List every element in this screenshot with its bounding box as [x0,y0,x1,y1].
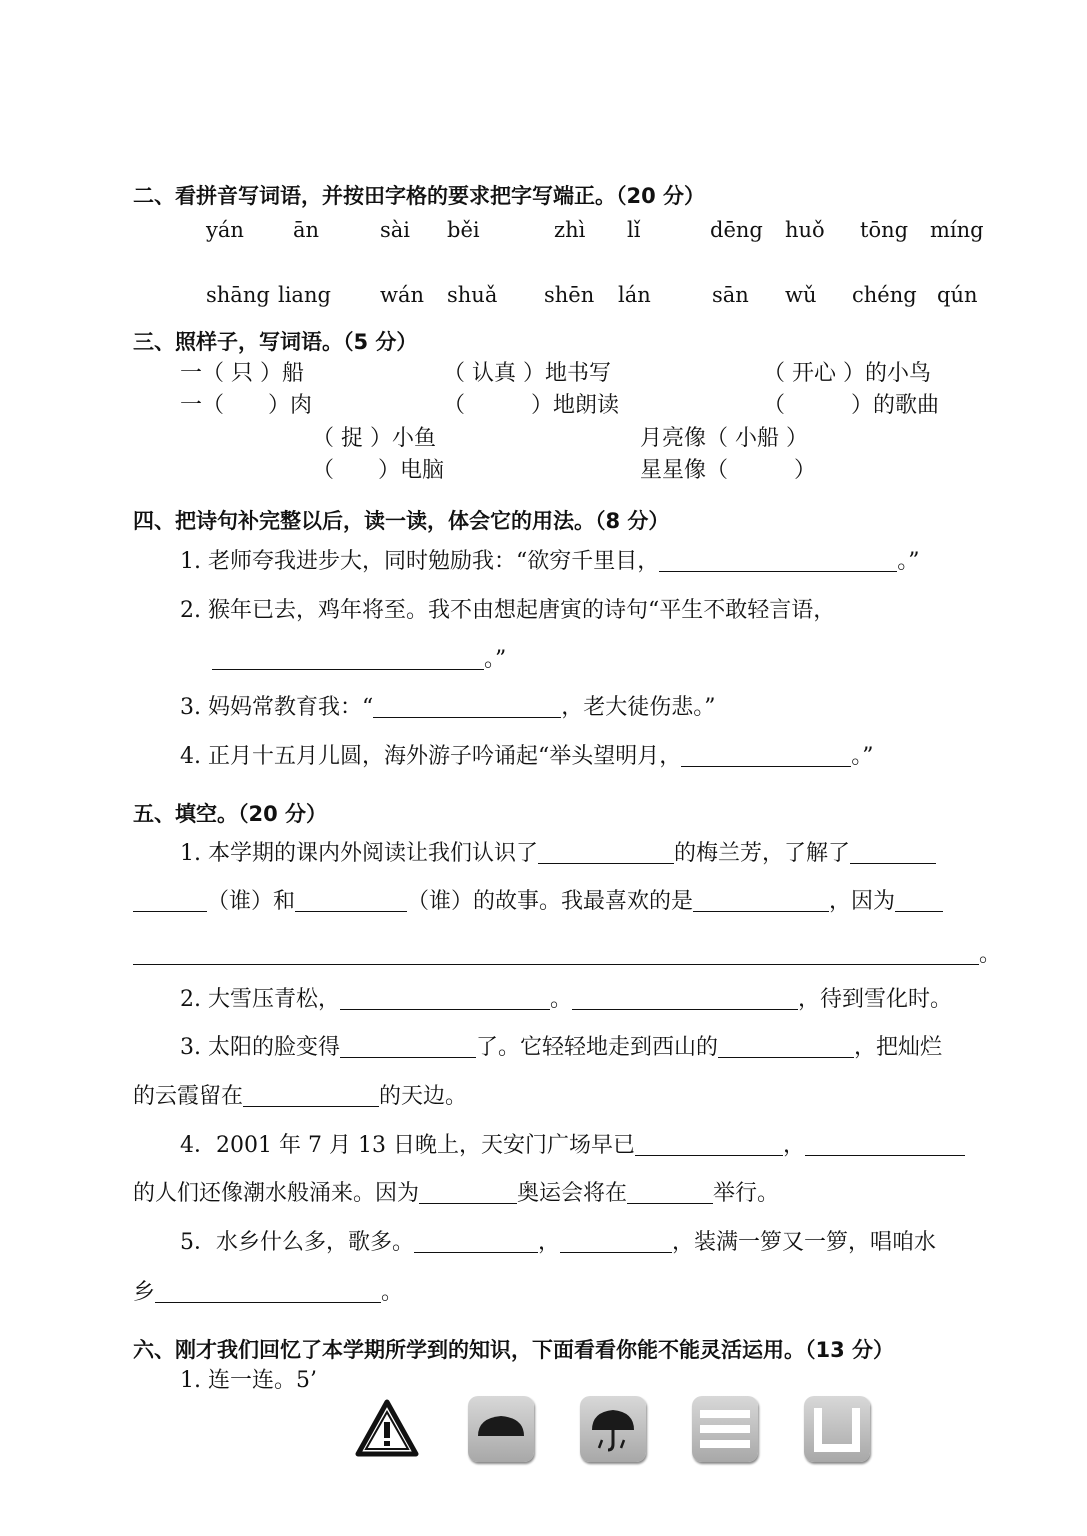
answer-blank[interactable] [295,889,407,912]
question-text: 奥运会将在 [517,1181,628,1206]
section4-heading: 四、把诗句补完整以后，读一读，体会它的用法。（8 分） [133,509,670,533]
question-5-5-cont [133,1278,403,1308]
answer-blank[interactable] [572,987,798,1010]
pinyin: lǐ [627,218,641,242]
example-item: （ 认真 ）地书写 [443,361,611,386]
answer-blank[interactable] [212,647,484,670]
pinyin: sān [712,283,749,307]
question-text: （谁）和 [207,889,296,914]
rain-umbrella-icon[interactable] [580,1396,646,1462]
question-text: 的梅兰芳，了解了 [674,841,851,866]
answer-blank[interactable] [895,889,943,912]
pinyin: yán [206,218,244,242]
question-text: 了。它轻轻地走到西山的 [475,1035,718,1060]
question-text: 4. 正月十五月儿圆，海外游子吟诵起“举头望明月， [180,744,682,769]
answer-blank[interactable] [340,1035,476,1058]
pinyin: shāng [206,283,270,307]
pinyin: huǒ [785,218,825,242]
question-5-5 [180,1228,936,1258]
question-text: ， [782,1133,805,1158]
question-5-1 [180,839,936,869]
question-5-3-cont [133,1082,467,1112]
question-text: 。” [897,549,920,574]
exercise-item: 星星像（ ） [640,458,817,483]
pinyin: sài [380,218,411,242]
warning-triangle-icon[interactable] [354,1396,420,1462]
question-5-4-cont [133,1179,779,1209]
question-text: ，把灿烂 [854,1035,943,1060]
question-4-3 [180,693,715,723]
exercise-item: 一（ ）肉 [180,393,313,418]
answer-blank[interactable] [419,1181,517,1204]
answer-blank[interactable] [560,1230,672,1253]
answer-blank[interactable] [133,942,979,965]
answer-blank[interactable] [243,1084,379,1107]
example-item: 一（ 只 ）船 [180,361,304,386]
example-item: 月亮像（ 小船 ） [640,426,808,451]
answer-blank[interactable] [850,841,936,864]
bracket-symbol-icon[interactable] [804,1396,870,1462]
question-text: 的人们还像潮水般涌来。因为 [133,1181,420,1206]
answer-blank[interactable] [414,1230,538,1253]
pinyin: míng [930,218,984,242]
question-text: 。” [484,647,507,672]
question-4-2-cont [212,645,506,675]
question-text: 4．2001 年 7 月 13 日晚上，天安门广场早已 [180,1133,635,1158]
pinyin: běi [447,218,480,242]
question-5-1-cont2 [133,940,1001,970]
answer-blank[interactable] [805,1133,965,1156]
question-text: ，装满一箩又一箩，唱咱水 [672,1230,937,1255]
question-text: 。 [381,1280,404,1305]
section3-heading: 三、照样子，写词语。（5 分） [133,330,418,354]
question-text: 。 [979,942,1002,967]
question-4-2: 2. 猴年已去，鸡年将至。我不由想起唐寅的诗句“平生不敢轻言语， [180,598,836,623]
pinyin: wǔ [785,283,817,307]
pinyin: wán [380,283,425,307]
exercise-item: （ ）电脑 [312,458,445,483]
answer-blank[interactable] [627,1181,713,1204]
pinyin: ān [293,218,320,242]
answer-blank[interactable] [659,549,897,572]
question-text: ，老大徒伤悲。” [561,695,716,720]
question-text: 的天边。 [379,1084,468,1109]
question-text: 1. 本学期的课内外阅读让我们认识了 [180,841,538,866]
question-text: 。 [549,987,572,1012]
exercise-item: （ ）地朗读 [443,393,620,418]
answer-blank[interactable] [681,744,851,767]
question-text: 举行。 [713,1181,780,1206]
question-4-1 [180,547,919,577]
example-item: （ 捉 ）小鱼 [312,426,436,451]
answer-blank[interactable] [133,889,207,912]
question-text: 的云霞留在 [133,1084,244,1109]
three-bars-icon[interactable] [692,1396,758,1462]
answer-blank[interactable] [340,987,550,1010]
pinyin: liang [278,283,331,307]
answer-blank[interactable] [635,1133,783,1156]
question-text: 。” [851,744,874,769]
pinyin: chéng [852,283,917,307]
question-text: （谁）的故事。我最喜欢的是 [407,889,694,914]
question-6-1: 1. 连一连。5’ [180,1368,317,1393]
question-text: 乡 [133,1280,156,1305]
question-text: 3. 太阳的脸变得 [180,1035,340,1060]
answer-blank[interactable] [538,841,674,864]
question-5-3 [180,1033,942,1063]
pinyin: dēng [710,218,763,242]
answer-blank[interactable] [718,1035,854,1058]
question-text: ，因为 [829,889,896,914]
question-text: 2. 大雪压青松， [180,987,340,1012]
example-item: （ 开心 ）的小鸟 [763,361,931,386]
section5-heading: 五、填空。（20 分） [133,802,328,826]
cloudy-icon[interactable] [468,1396,534,1462]
pinyin: zhì [554,218,586,242]
question-4-4 [180,742,873,772]
exercise-item: （ ）的歌曲 [763,393,940,418]
pinyin: shēn [544,283,595,307]
answer-blank[interactable] [155,1280,381,1303]
pinyin: lán [618,283,651,307]
question-text: ， [538,1230,561,1255]
question-text: 5．水乡什么多，歌多。 [180,1230,414,1255]
pinyin: tōng [860,218,909,242]
question-text: 1. 老师夸我进步大，同时勉励我：“欲穷千里目， [180,549,660,574]
answer-blank[interactable] [693,889,829,912]
pinyin: shuǎ [447,283,498,307]
pinyin: qún [937,283,978,307]
section2-heading: 二、看拼音写词语，并按田字格的要求把字写端正。（20 分） [133,184,706,208]
question-text: 3. 妈妈常教育我：“ [180,695,374,720]
question-text: ，待到雪化时。 [798,987,953,1012]
question-5-4 [180,1131,965,1161]
answer-blank[interactable] [373,695,561,718]
section6-heading: 六、刚才我们回忆了本学期所学到的知识，下面看看你能不能灵活运用。（13 分） [133,1338,895,1362]
question-5-2 [180,985,952,1015]
question-5-1-cont [133,887,943,917]
